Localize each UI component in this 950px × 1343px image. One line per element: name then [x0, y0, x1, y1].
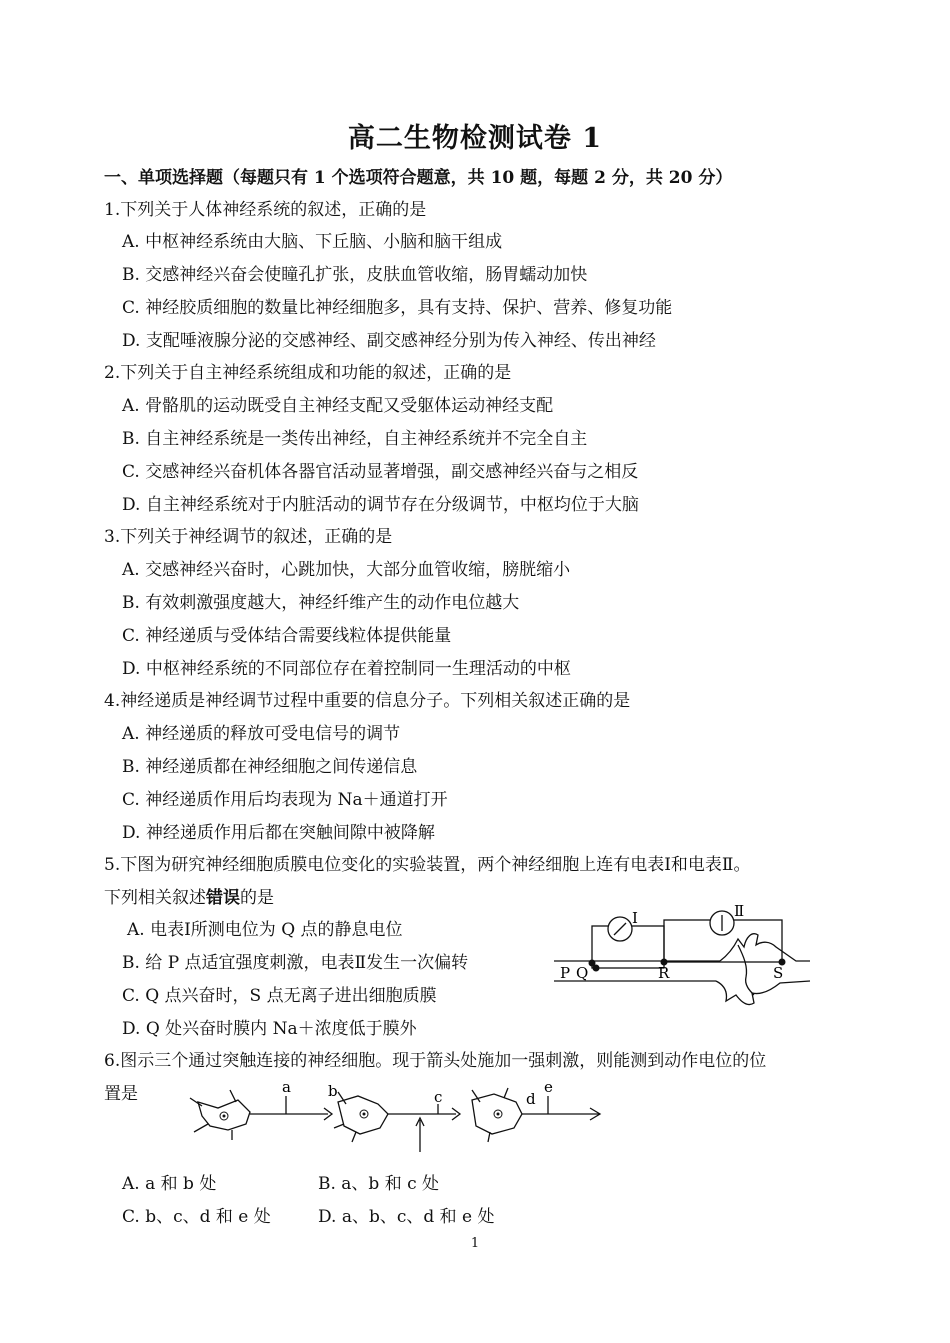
- question-3-option-d: D. 中枢神经系统的不同部位存在着控制同一生理活动的中枢: [122, 659, 571, 679]
- question-4-option-b: B. 神经递质都在神经细胞之间传递信息: [122, 757, 418, 777]
- page-title: 高二生物检测试卷 1: [347, 123, 603, 154]
- question-4-option-d: D. 神经递质作用后都在突触间隙中被降解: [122, 823, 435, 843]
- question-6-option-c: C. b、c、d 和 e 处: [122, 1207, 271, 1227]
- synapse-cleft-curve: [738, 945, 754, 995]
- second-neuron-lower-outline: [716, 981, 810, 1005]
- question-5-stem: 5.下图为研究神经细胞质膜电位变化的实验装置，两个神经细胞上连有电表Ⅰ和电表Ⅱ。: [104, 855, 751, 875]
- question-5-emphasis: 错误: [206, 888, 240, 908]
- label-d: d: [526, 1090, 536, 1108]
- question-3-option-b: B. 有效刺激强度越大，神经纤维产生的动作电位越大: [122, 593, 520, 613]
- label-b: b: [328, 1082, 338, 1100]
- question-6-stem-line2: 置是: [104, 1084, 138, 1104]
- question-4-option-a: A. 神经递质的释放可受电信号的调节: [122, 724, 401, 744]
- question-5-stem-line2: [104, 887, 274, 909]
- label-c: c: [434, 1088, 443, 1106]
- electrode-q: [593, 965, 600, 972]
- question-3-option-c: C. 神经递质与受体结合需要线粒体提供能量: [122, 626, 452, 646]
- label-e: e: [544, 1078, 553, 1096]
- question-3-stem: 3.下列关于神经调节的叙述，正确的是: [104, 527, 393, 547]
- question-4-stem: 4.神经递质是神经调节过程中重要的信息分子。下列相关叙述正确的是: [104, 691, 631, 711]
- question-3-option-a: A. 交感神经兴奋时，心跳加快，大部分血管收缩，膀胱缩小: [122, 560, 571, 580]
- neuron-meter-figure: [548, 905, 813, 1010]
- question-4-option-c: C. 神经递质作用后均表现为 Na＋通道打开: [122, 790, 448, 810]
- point-r-label: R: [658, 964, 670, 982]
- question-6-option-a: A. a 和 b 处: [122, 1174, 217, 1194]
- question-1-stem: 1.下列关于人体神经系统的叙述，正确的是: [104, 200, 427, 220]
- question-2-stem: 2.下列关于自主神经系统组成和功能的叙述，正确的是: [104, 363, 512, 383]
- question-1-option-b: B. 交感神经兴奋会使瞳孔扩张，皮肤血管收缩，肠胃蠕动加快: [122, 265, 588, 285]
- question-5-option-a: A. 电表Ⅰ所测电位为 Q 点的静息电位: [127, 920, 403, 940]
- question-2-option-d: D. 自主神经系统对于内脏活动的调节存在分级调节，中枢均位于大脑: [122, 495, 639, 515]
- question-5-option-b: B. 给 P 点适宜强度刺激，电表Ⅱ发生一次偏转: [122, 953, 469, 973]
- page-number: 1: [470, 1236, 480, 1251]
- question-5-stem-prefix: 下列相关叙述: [104, 888, 206, 908]
- question-5-option-d: D. Q 处兴奋时膜内 Na＋浓度低于膜外: [122, 1019, 417, 1039]
- point-s-label: S: [773, 964, 784, 982]
- section-heading: 一、单项选择题（每题只有 1 个选项符合题意，共 10 题，每题 2 分，共 20 分）: [104, 168, 733, 188]
- meter-2-label: Ⅱ: [734, 905, 745, 920]
- question-2-option-b: B. 自主神经系统是一类传出神经，自主神经系统并不完全自主: [122, 429, 588, 449]
- question-1-option-a: A. 中枢神经系统由大脑、下丘脑、小脑和脑干组成: [122, 232, 503, 252]
- question-2-option-c: C. 交感神经兴奋机体各器官活动显著增强，副交感神经兴奋与之相反: [122, 462, 639, 482]
- question-6-option-b: B. a、b 和 c 处: [318, 1174, 440, 1194]
- question-5-stem-suffix: 的是: [240, 888, 274, 908]
- question-1-option-d: D. 支配唾液腺分泌的交感神经、副交感神经分别为传入神经、传出神经: [122, 331, 656, 351]
- point-q-label: Q: [576, 964, 589, 982]
- label-a: a: [282, 1078, 291, 1096]
- question-5-option-c: C. Q 点兴奋时，S 点无离子进出细胞质膜: [122, 986, 437, 1006]
- question-6-option-d: D. a、b、c、d 和 e 处: [318, 1207, 495, 1227]
- question-1-option-c: C. 神经胶质细胞的数量比神经细胞多，具有支持、保护、营养、修复功能: [122, 298, 673, 318]
- point-p-label: P: [560, 964, 571, 982]
- three-neuron-figure: [188, 1078, 608, 1160]
- second-neuron-upper-outline: [720, 934, 810, 961]
- question-2-option-a: A. 骨骼肌的运动既受自主神经支配又受躯体运动神经支配: [122, 396, 554, 416]
- meter-1-label: Ⅰ: [632, 909, 638, 927]
- question-6-stem: 6.图示三个通过突触连接的神经细胞。现于箭头处施加一强刺激，则能测到动作电位的位: [104, 1051, 767, 1071]
